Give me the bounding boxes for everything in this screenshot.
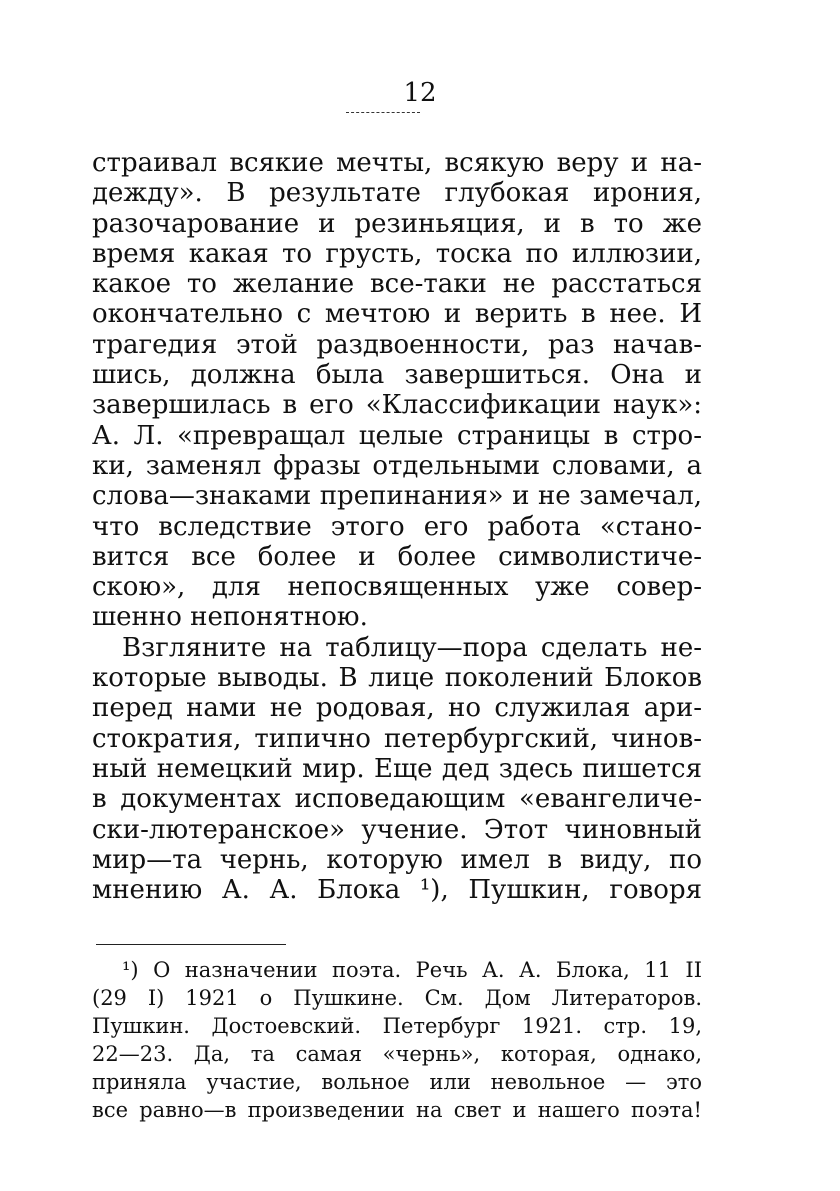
footnote-line: 22—23. Да, та самая «чернь», которая, однако,: [92, 1042, 702, 1066]
paragraph-2: [92, 633, 702, 906]
footnote: [92, 956, 702, 1124]
text-line: ски-лютеранское» учение. Этот чиновный: [92, 814, 702, 845]
text-line: в документах исповедающим «евангеличе-: [92, 784, 702, 815]
text-line: вится все более и более символистиче-: [92, 541, 702, 572]
footnote-rule: [96, 944, 286, 945]
paragraph-1: [92, 148, 702, 633]
text-line: шенно непонятною.: [92, 602, 368, 633]
text-line: шись, должна была завершиться. Она и: [92, 360, 702, 391]
footnote-line: приняла участие, вольное или невольное — это: [92, 1070, 702, 1094]
text-line: трагедия этой раздвоенности, раз начав-: [92, 329, 702, 360]
footnote-line: все равно—в произведении на свет и нашего поэта!: [92, 1098, 702, 1122]
text-line: разочарование и резиньяция, и в то же: [92, 208, 702, 239]
body-text: [92, 148, 702, 905]
footnote-line: (29 I) 1921 о Пушкине. См. Дом Литераторов.: [92, 986, 702, 1010]
page-number: 12: [403, 78, 437, 108]
text-line: мир—та чернь, которую имел в виду, по: [92, 844, 702, 875]
text-line: ки, заменял фразы отдельными словами, а: [92, 450, 702, 481]
text-line: окончательно с мечтою и верить в нее. И: [92, 299, 702, 330]
text-line: дежду». В результате глубокая ирония,: [92, 178, 702, 209]
text-line: мнению А. А. Блока ¹), Пушкин, говоря: [92, 875, 702, 906]
text-line: скою», для непосвященных уже совер-: [92, 572, 702, 603]
text-line: время какая то грусть, тоска по иллюзии,: [92, 238, 702, 269]
text-line: перед нами не родовая, но служилая ари-: [92, 693, 702, 724]
text-line: А. Л. «превращал целые страницы в стро-: [92, 420, 702, 451]
text-line: Взгляните на таблицу—пора сделать не-: [122, 632, 702, 663]
page-number-rule: [346, 112, 420, 113]
text-line: стократия, типично петербургский, чинов-: [92, 723, 702, 754]
text-line: ный немецкий мир. Еще дед здесь пишется: [92, 753, 702, 784]
text-line: какое то желание все-таки не расстаться: [92, 269, 702, 300]
footnote-line: Пушкин. Достоевский. Петербург 1921. стр. 19,: [92, 1014, 702, 1038]
text-line: страивал всякие мечты, всякую веру и на-: [92, 148, 702, 178]
footnote-line: ¹) О назначении поэта. Речь А. А. Блока, 11 II: [122, 958, 702, 982]
text-line: слова—знаками препинания» и не замечал,: [92, 481, 702, 512]
text-line: что вследствие этого его работа «стано-: [92, 511, 702, 542]
text-line: завершилась в его «Классификации наук»:: [92, 390, 702, 421]
text-line: которые выводы. В лице поколений Блоков: [92, 663, 702, 694]
